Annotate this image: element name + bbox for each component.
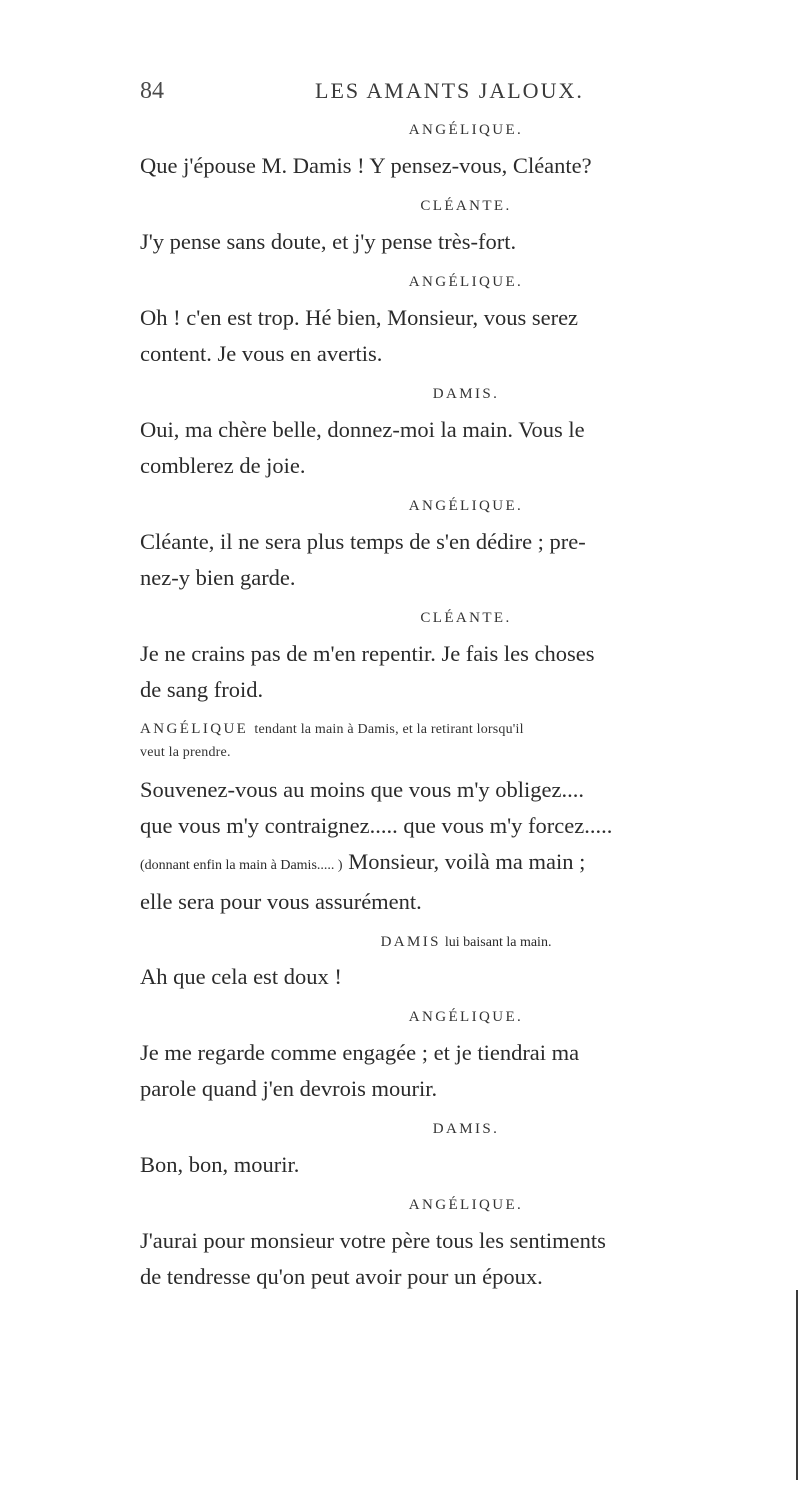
speaker-name: CLÉANTE. xyxy=(420,198,512,214)
speech-line: J'y pense sans doute, et j'y pense très-fort. xyxy=(140,229,517,254)
speech-line: de tendresse qu'on peut avoir pour un époux. xyxy=(140,1264,543,1289)
speech-line: parole quand j'en devrois mourir. xyxy=(140,1076,438,1101)
speech-line: Ah que cela est doux ! xyxy=(140,964,342,989)
page-header xyxy=(140,78,740,114)
play-text xyxy=(140,118,792,1305)
speech-line: content. Je vous en avertis. xyxy=(140,341,383,366)
page-edge-mark xyxy=(796,1290,798,1480)
speech-line: Je ne crains pas de m'en repentir. Je fais les choses xyxy=(140,641,595,666)
speech xyxy=(140,224,792,260)
speaker-with-direction xyxy=(140,930,792,955)
speech-line: Bon, bon, mourir. xyxy=(140,1152,300,1177)
speaker-name: CLÉANTE. xyxy=(420,610,512,626)
stage-direction-continued: veut la prendre. xyxy=(140,745,231,760)
speech xyxy=(140,524,792,596)
page-number: 84 xyxy=(140,78,164,104)
speech-line: J'aurai pour monsieur votre père tous les sentiments xyxy=(140,1228,606,1253)
speech-line-with-direction xyxy=(140,844,792,884)
speaker-name: ANGÉLIQUE. xyxy=(408,1009,524,1025)
speech xyxy=(140,1223,792,1295)
speaker-with-direction xyxy=(140,718,792,764)
speech-line: Souvenez-vous au moins que vous m'y obligez.... xyxy=(140,777,584,802)
speech-line: de sang froid. xyxy=(140,677,264,702)
speaker-name: DAMIS xyxy=(380,934,441,950)
speaker-name: ANGÉLIQUE xyxy=(140,721,249,737)
speech-line: elle sera pour vous assurément. xyxy=(140,889,422,914)
speech xyxy=(140,1035,792,1107)
speaker-name: DAMIS. xyxy=(432,386,500,402)
speech-line: Oui, ma chère belle, donnez-moi la main. Vous le xyxy=(140,417,585,442)
running-title: LES AMANTS JALOUX. xyxy=(315,78,584,103)
speech-line: Oh ! c'en est trop. Hé bien, Monsieur, vous serez xyxy=(140,305,579,330)
speech xyxy=(140,959,792,995)
speech-text: Monsieur, voilà ma main ; xyxy=(342,849,586,874)
speech-line: Cléante, il ne sera plus temps de s'en dédire ; pre- xyxy=(140,529,586,554)
speaker-name: ANGÉLIQUE. xyxy=(408,498,524,514)
speech xyxy=(140,1147,792,1183)
speech-line: Je me regarde comme engagée ; et je tiendrai ma xyxy=(140,1040,580,1065)
speaker-name: ANGÉLIQUE. xyxy=(408,122,524,138)
speech-line: comblerez de joie. xyxy=(140,453,306,478)
stage-direction: lui baisant la main. xyxy=(444,935,552,950)
speaker-name: ANGÉLIQUE. xyxy=(408,274,524,290)
speech-line: que vous m'y contraignez..... que vous m'y forcez..... xyxy=(140,813,613,838)
speech-line: Que j'épouse M. Damis ! Y pensez-vous, Cléante? xyxy=(140,153,592,178)
speaker-name: DAMIS. xyxy=(432,1121,500,1137)
inline-stage-direction: (donnant enfin la main à Damis..... ) xyxy=(140,858,343,873)
speech xyxy=(140,772,792,920)
stage-direction: tendant la main à Damis, et la retirant lorsqu'il xyxy=(254,722,524,737)
speech-line: nez-y bien garde. xyxy=(140,565,296,590)
speaker-name: ANGÉLIQUE. xyxy=(408,1197,524,1213)
speech xyxy=(140,636,792,708)
speech xyxy=(140,412,792,484)
speech xyxy=(140,300,792,372)
speech xyxy=(140,148,792,184)
